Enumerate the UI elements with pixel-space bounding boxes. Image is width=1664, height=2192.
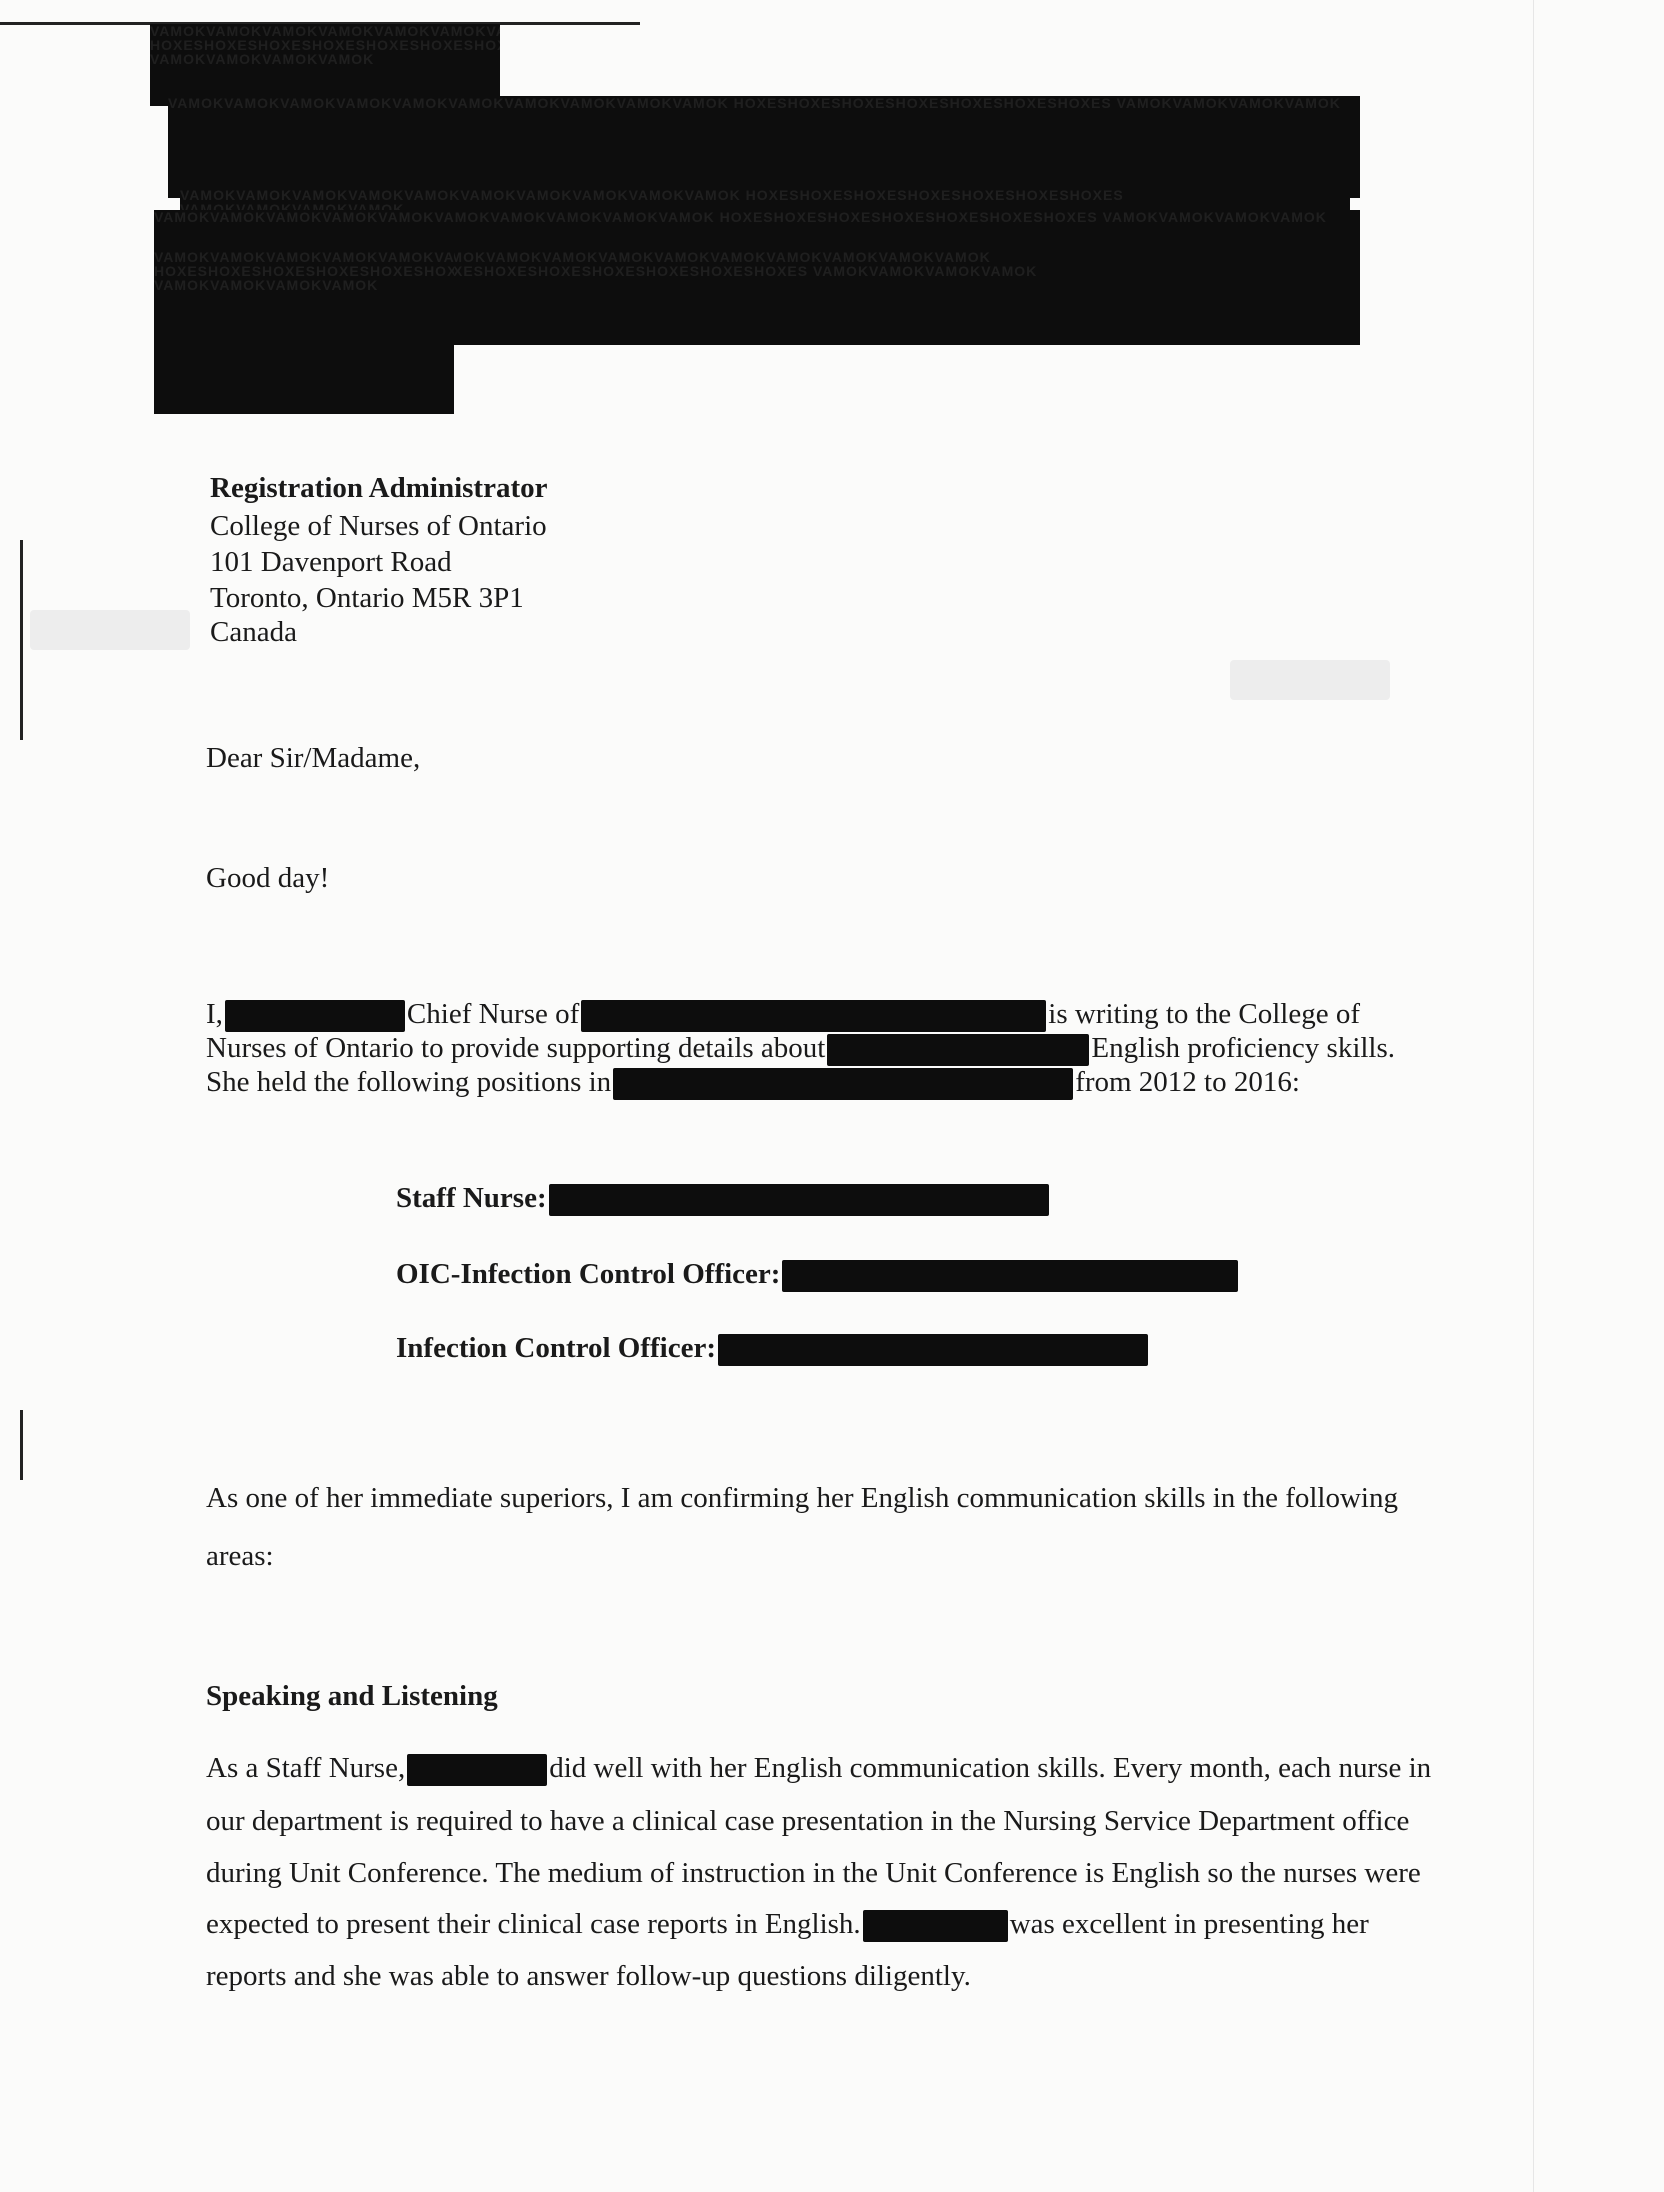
para-line-4 — [206, 1906, 1369, 1942]
redaction-block — [150, 24, 500, 106]
para-text: was excellent in presenting her — [1009, 1908, 1369, 1940]
recipient-street: 101 Davenport Road — [210, 546, 452, 578]
scan-mark-left-2 — [20, 1410, 23, 1480]
redacted-name — [827, 1034, 1089, 1066]
intro-line-1 — [206, 996, 1360, 1032]
position-item — [396, 1330, 1150, 1366]
position-label: Staff Nurse: — [396, 1182, 547, 1214]
para-line-2: our department is required to have a clinical case presentation in the Nursing Service Department office — [206, 1805, 1410, 1837]
redaction-block — [154, 250, 454, 414]
redacted-hospital — [613, 1068, 1073, 1100]
scan-smudge — [1230, 660, 1390, 700]
intro-line-2 — [206, 1030, 1395, 1066]
redacted-name — [225, 1000, 405, 1032]
intro-text: is writing to the College of — [1048, 998, 1360, 1030]
redacted-name — [863, 1910, 1008, 1942]
intro-text: I, — [206, 998, 223, 1030]
confirm-line-2: areas: — [206, 1540, 274, 1572]
intro-text: Chief Nurse of — [406, 998, 580, 1030]
confirm-line-1: As one of her immediate superiors, I am confirming her English communication skills in the following — [206, 1482, 1398, 1514]
recipient-city: Toronto, Ontario M5R 3P1 — [210, 582, 524, 614]
salutation: Dear Sir/Madame, — [206, 742, 421, 774]
para-line-3: during Unit Conference. The medium of instruction in the Unit Conference is English so the nurses were — [206, 1857, 1421, 1889]
redaction-block — [168, 96, 1360, 198]
para-text: did well with her English communication skills. Every month, each nurse in — [549, 1752, 1432, 1784]
intro-text: She held the following positions in — [206, 1066, 612, 1098]
scan-mark-left-1 — [20, 540, 23, 740]
para-line-5: reports and she was able to answer follow-up questions diligently. — [206, 1960, 971, 1992]
redacted-dates — [549, 1184, 1049, 1216]
intro-text: from 2012 to 2016: — [1075, 1066, 1300, 1098]
section-heading: Speaking and Listening — [206, 1680, 498, 1712]
recipient-org: College of Nurses of Ontario — [210, 510, 547, 542]
redaction-block — [430, 250, 1360, 345]
redacted-name — [407, 1754, 547, 1786]
intro-text: English proficiency skills. — [1091, 1032, 1396, 1064]
scan-edge — [1533, 0, 1534, 2192]
position-label: Infection Control Officer: — [396, 1332, 716, 1364]
intro-text: Nurses of Ontario to provide supporting details about — [206, 1032, 826, 1064]
greeting: Good day! — [206, 862, 330, 894]
position-item — [396, 1256, 1240, 1292]
redacted-dates — [718, 1334, 1148, 1366]
position-item — [396, 1180, 1051, 1216]
para-text: expected to present their clinical case reports in English. — [206, 1908, 861, 1940]
recipient-country: Canada — [210, 616, 297, 648]
recipient-title: Registration Administrator — [210, 472, 548, 504]
para-line-1 — [206, 1750, 1431, 1786]
position-label: OIC-Infection Control Officer: — [396, 1258, 781, 1290]
scan-smudge — [30, 610, 190, 650]
redacted-dates — [782, 1260, 1238, 1292]
redacted-hospital — [581, 1000, 1046, 1032]
para-text: As a Staff Nurse, — [206, 1752, 406, 1784]
intro-line-3 — [206, 1064, 1300, 1100]
